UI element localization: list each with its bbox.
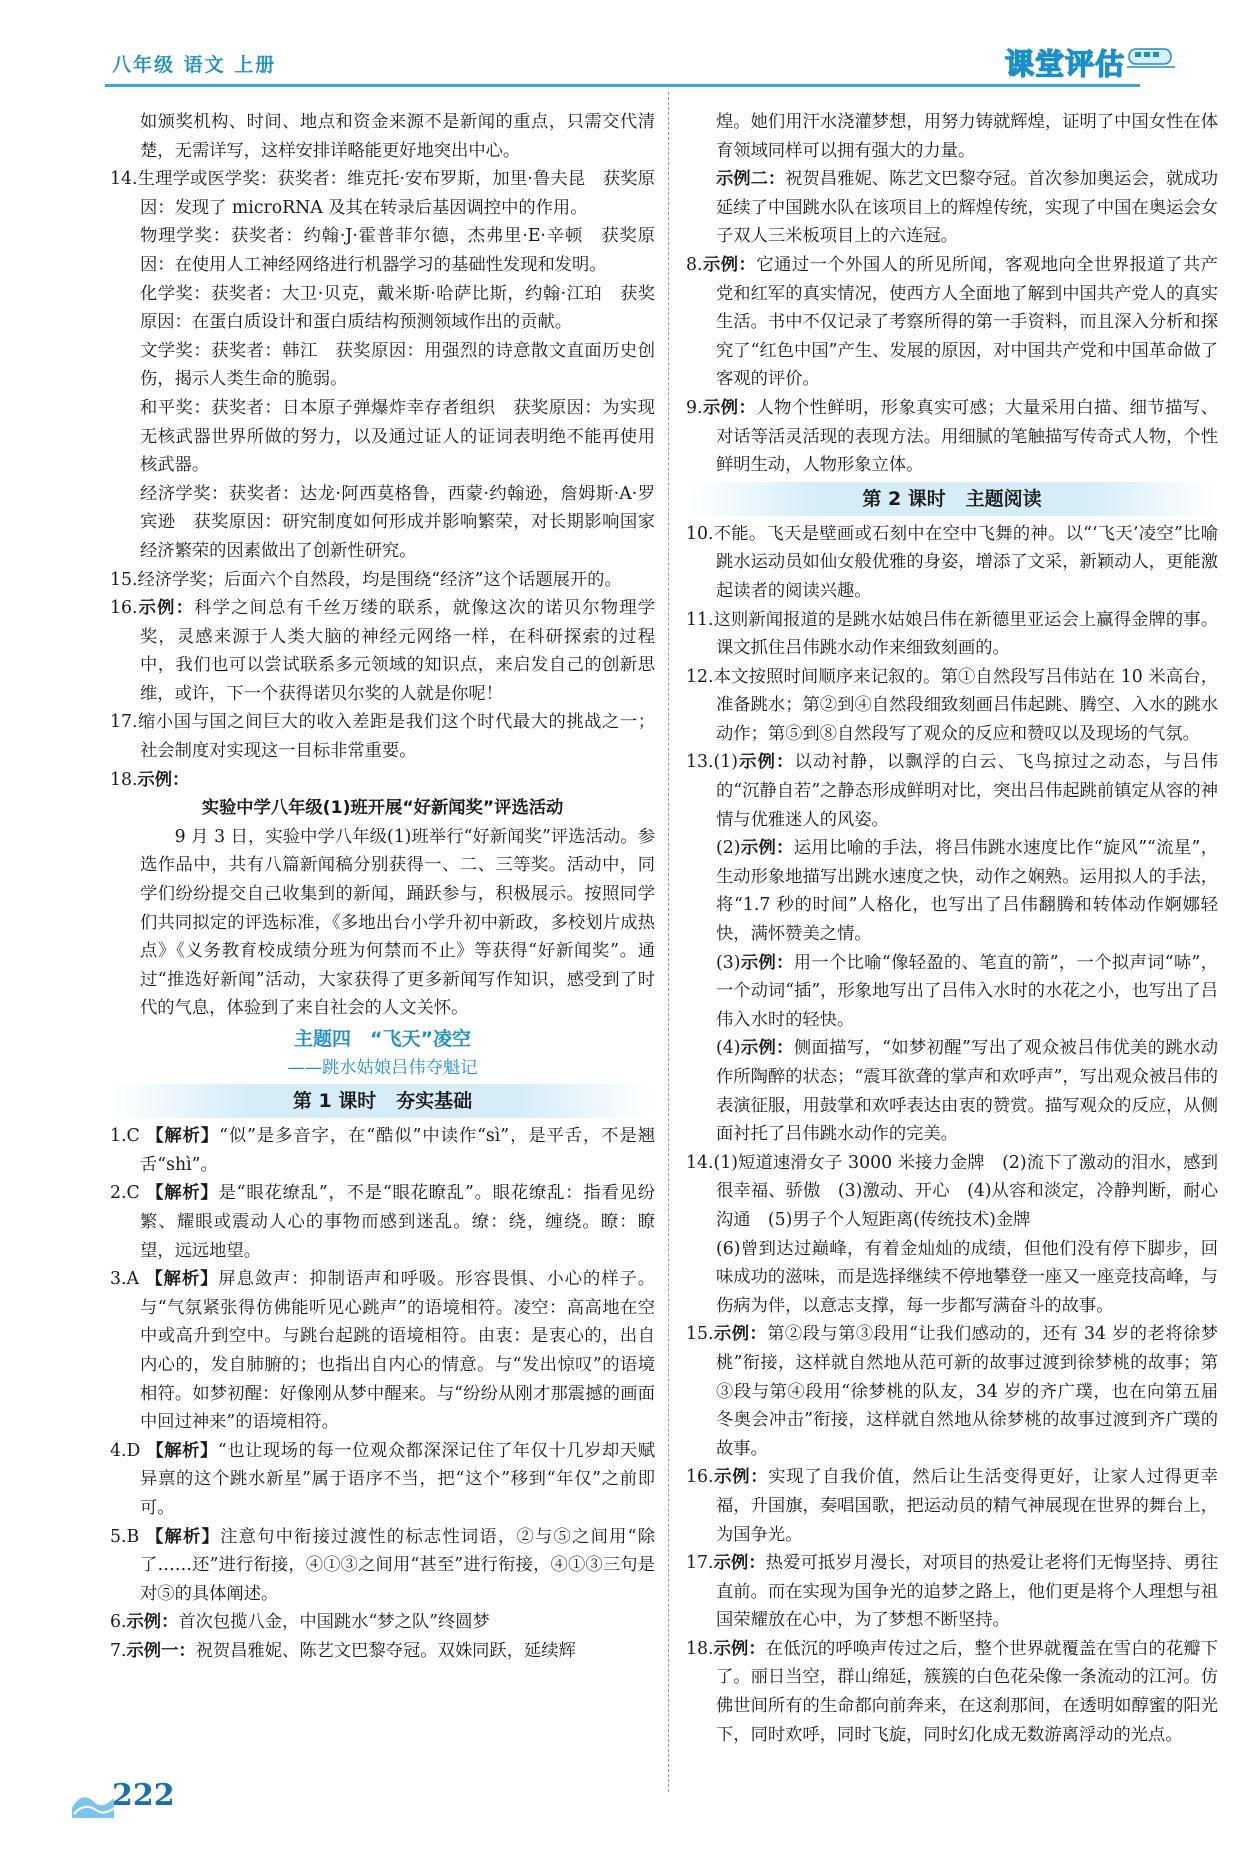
answer-7-example-2 xyxy=(686,165,1218,251)
answer-14-p6: 经济学奖：获奖者：达龙·阿西莫格鲁，西蒙·约翰逊，詹姆斯·A·罗宾逊 获奖原因：研究制度如何形成并影响繁荣，对长期影响国家经济繁荣的因素做出了创新性研究。 xyxy=(140,483,655,561)
page-number: 222 xyxy=(112,1778,175,1813)
example-label: 示例： xyxy=(713,1324,768,1345)
answer-text: 祝贺昌雅妮、陈艺文巴黎夺冠。首次参加奥运会，就成功延续了中国跳水队在该项目上的辉煌传统，实现了中国在奥运会女子双人三米板项目上的六连冠。 xyxy=(716,169,1218,247)
answer-choice: C xyxy=(126,1126,140,1147)
example-label: 示例： xyxy=(740,1038,794,1059)
lesson-number: 第 2 课时 xyxy=(862,487,946,510)
part-tag: (1) xyxy=(713,752,738,773)
brand-title: 课堂评估 xyxy=(1005,47,1126,81)
answer-15-right xyxy=(686,1320,1218,1463)
answer-number: 6. xyxy=(110,1612,127,1633)
answer-number: 16. xyxy=(686,1467,714,1488)
analysis-tag: 【解析】 xyxy=(145,1269,219,1290)
answer-choice: B xyxy=(126,1526,140,1547)
answer-number: 18. xyxy=(686,1638,714,1659)
news-title: 实验中学八年级(1)班开展“好新闻奖”评选活动 xyxy=(201,798,564,819)
answer-number: 18. xyxy=(110,769,138,790)
answer-number: 9. xyxy=(686,397,703,418)
answer-number: 14. xyxy=(110,169,138,190)
answer-number: 14. xyxy=(686,1152,714,1173)
answer-text: “也让现场的每一位观众都深深记住了年仅十几岁却天赋异禀的这个跳水新星”属于语序不当，把“这个”移到“年仅”之前即可。 xyxy=(140,1440,655,1518)
answer-number: 17. xyxy=(110,712,138,733)
answer-text: 人物个性鲜明，形象真实可感；大量采用白描、细节描写、对话等活灵活现的表现方法。用细腻的笔触描写传奇式人物，个性鲜明生动，人物形象立体。 xyxy=(716,397,1218,476)
answer-text: 缩小国与国之间巨大的收入差距是我们这个时代最大的挑战之一；社会制度对实现这一目标非常重要。 xyxy=(137,712,655,762)
answer-choice: A xyxy=(126,1269,139,1290)
answer-number: 17. xyxy=(686,1553,714,1574)
theme-title: 主题四 “飞天”凌空 xyxy=(294,1028,471,1050)
lesson-name: 主题阅读 xyxy=(965,487,1042,510)
answer-14 xyxy=(110,165,655,565)
answer-text: 生理学或医学奖：获奖者：维克托·安布罗斯，加里·鲁夫昆 获奖原因：发现了 microRNA 及其在转录后基因调控中的作用。 xyxy=(137,169,655,218)
answer-5 xyxy=(110,1523,655,1609)
answer-text: 实现了自我价值，然后让生活变得更好，让家人过得更幸福，升国旗，奏唱国歌，把运动员的精气神展现在世界的舞台上，为国争光。 xyxy=(716,1467,1218,1545)
continued-text: 如颁奖机构、时间、地点和资金来源不是新闻的重点，只需交代清楚，无需详写，这样安排详略能更好地突出中心。 xyxy=(140,112,655,161)
part-tag: (2) xyxy=(716,838,741,859)
header-grade: 八年级 xyxy=(112,54,176,76)
example-label: 示例： xyxy=(740,838,794,859)
example-label: 示例： xyxy=(702,397,757,418)
answer-text: (1)短道速滑女子 3000 米接力金牌 (2)流下了激动的泪水，感到很幸福、骄傲 (3)激动、开心 (4)从容和淡定，冷静判断，耐心沟通 (5)男子个人短距离(传统技术)金牌 xyxy=(713,1152,1218,1230)
answer-13-part-1 xyxy=(686,748,1218,834)
answer-4 xyxy=(110,1437,655,1523)
answer-14-p2: 物理学奖：获奖者：约翰·J·霍普菲尔德，杰弗里·E·辛顿 获奖原因：在使用人工神经网络进行机器学习的基础性发现和发明。 xyxy=(140,226,655,275)
answer-number: 1. xyxy=(110,1126,127,1147)
answer-15 xyxy=(110,566,655,595)
answer-text: 它通过一个外国人的所见所闻，客观地向全世界报道了共产党和红军的真实情况，使西方人全面地了解到中国共产党人的真实生活。书中不仅记录了考察所得的第一手资料，而且深入分析和探究了“红色中国”产生、发展的原因，对中国共产党和中国革命做了客观的评价。 xyxy=(716,254,1218,390)
answer-number: 8. xyxy=(686,254,703,275)
answer-number: 10. xyxy=(686,523,714,544)
answer-13-part-3 xyxy=(686,949,1218,1035)
answer-12 xyxy=(686,663,1218,749)
answer-7 xyxy=(110,1637,655,1666)
lesson-number: 第 1 课时 xyxy=(292,1090,377,1113)
answer-number: 3. xyxy=(110,1269,127,1290)
answer-number: 13. xyxy=(686,752,714,773)
answer-14-p1 xyxy=(110,165,655,222)
answer-text: 热爱可抵岁月漫长，对项目的热爱让老将们无悔坚持、勇往直前。而在实现为国争光的追梦之路上，他们更是将个人理想与祖国荣耀放在心中，为了梦想不断坚持。 xyxy=(716,1553,1218,1631)
answer-10 xyxy=(686,520,1218,606)
analysis-tag: 【解析】 xyxy=(145,1526,221,1547)
header-volume: 上册 xyxy=(234,54,277,76)
right-column xyxy=(686,108,1218,1749)
answer-text: 在低沉的呼唤声传过之后，整个世界就覆盖在雪白的花瓣下了。丽日当空，群山绵延，簇簇的白色花朵像一条流动的江河。仿佛世间所有的生命都向前奔来，在这刹那间，在透明如醇蜜的阳光下，同时欢呼，同时飞旋，同时幻化成无数游离浮动的光点。 xyxy=(716,1638,1218,1745)
theme-subtitle: ——跳水姑娘吕伟夺魁记 xyxy=(287,1057,478,1078)
answer-8 xyxy=(686,251,1218,394)
example-label: 示例： xyxy=(713,1553,766,1574)
answer-6 xyxy=(110,1608,655,1637)
example-label: 示例一： xyxy=(126,1640,196,1661)
analysis-tag: 【解析】 xyxy=(146,1183,219,1204)
answer-13-part-4 xyxy=(686,1034,1218,1148)
answer-18-right xyxy=(686,1635,1218,1749)
answer-16-right xyxy=(686,1463,1218,1549)
continued-text: 煌。她们用汗水浇灌梦想，用努力铸就辉煌，证明了中国女性在体育领域同样可以拥有强大的力量。 xyxy=(716,112,1218,161)
answer-13-part-2 xyxy=(686,834,1218,948)
answer-16 xyxy=(110,594,655,708)
train-icon xyxy=(1127,44,1175,70)
news-body: 9 月 3 日，实验中学八年级(1)班举行“好新闻奖”评选活动。参选作品中，共有八篇新闻稿分别获得一、二、三等奖。活动中，同学们纷纷提交自己收集到的新闻，踊跃参与，积极展示。按照同学们共同拟定的评选标准，《多地出台小学升初中新政，多校划片成热点》《义务教育校成绩分班为何禁而不止》等获得“好新闻奖”。通过“推选好新闻”活动，大家获得了更多新闻写作知识，感受到了时代的气息，体验到了来自社会的人文关怀。 xyxy=(140,826,655,1019)
example-label: 示例： xyxy=(137,598,195,619)
example-label: 示例： xyxy=(713,1638,766,1659)
example-label: 示例： xyxy=(737,752,795,773)
answer-1 xyxy=(110,1122,655,1179)
part-tag: (3) xyxy=(716,952,741,973)
answer-text: 注意句中衔接过渡性的标志性词语，②与⑤之间用“除了……还”进行衔接，④①③之间用“甚至”进行衔接，④①③三句是对⑤的具体阐述。 xyxy=(140,1526,655,1604)
lesson-1-heading xyxy=(110,1084,655,1118)
answer-14-p4: 文学奖：获奖者：韩江 获奖原因：用强烈的诗意散文直面历史创伤，揭示人类生命的脆弱。 xyxy=(140,340,655,390)
answer-2 xyxy=(110,1179,655,1265)
answer-11 xyxy=(686,606,1218,663)
brand-logo xyxy=(1005,38,1155,82)
header-subject: 语文 xyxy=(183,54,226,76)
answer-text: 这则新闻报道的是跳水姑娘吕伟在新德里亚运会上赢得金牌的事。课文抓住吕伟跳水动作来细致刻画的。 xyxy=(713,609,1218,659)
answer-14-p5: 和平奖：获奖者：日本原子弹爆炸幸存者组织 获奖原因：为实现无核武器世界所做的努力，以及通过证人的证词表明绝不能再使用核武器。 xyxy=(140,397,655,476)
answer-13 xyxy=(686,748,1218,1148)
lesson-name: 夯实基础 xyxy=(396,1090,473,1113)
answer-text: 运用比喻的手法，将吕伟跳水速度比作“旋风”“流星”，生动形象地描写出跳水速度之快，动作之娴熟。运用拟人的手法，将“1.7 秒的时间”人格化，也写出了吕伟翻腾和转体动作婀娜轻快，满怀赞美之情。 xyxy=(716,838,1218,945)
answer-9 xyxy=(686,394,1218,480)
part-tag: (4) xyxy=(716,1038,741,1059)
answer-18-head xyxy=(110,766,655,795)
answer-choice: D xyxy=(126,1440,141,1461)
example-label: 示例： xyxy=(713,1467,769,1488)
answer-text: “似”是多音字，在“酷似”中读作“sì”，是平舌，不是翘舌“shì”。 xyxy=(140,1126,655,1175)
answer-text: 用一个比喻“像轻盈的、笔直的箭”，一个拟声词“哧”，一个动词“插”，形象地写出了吕伟入水时的水花之小，也写出了吕伟入水时的轻快。 xyxy=(716,952,1218,1030)
answer-14-p3: 化学奖：获奖者：大卫·贝克，戴米斯·哈萨比斯，约翰·江珀 获奖原因：在蛋白质设计和蛋白质结构预测领域作出的贡献。 xyxy=(140,283,655,333)
analysis-tag: 【解析】 xyxy=(146,1126,220,1147)
example-label: 示例： xyxy=(740,952,794,973)
answer-number: 7. xyxy=(110,1640,127,1661)
header-book-info xyxy=(112,50,276,77)
answer-number: 12. xyxy=(686,666,714,687)
answer-number: 16. xyxy=(110,598,138,619)
left-column xyxy=(110,108,655,1665)
answer-number: 15. xyxy=(110,569,138,590)
answer-number: 5. xyxy=(110,1526,127,1547)
answer-number: 2. xyxy=(110,1183,127,1204)
answer-number: 15. xyxy=(686,1324,714,1345)
answer-text: 首次包揽八金，中国跳水“梦之队”终圆梦 xyxy=(178,1612,490,1633)
answer-number: 11. xyxy=(686,609,714,630)
example-label: 示例： xyxy=(126,1612,179,1633)
answer-14-right xyxy=(686,1149,1218,1321)
example-label: 示例二： xyxy=(716,169,786,190)
answer-text: 科学之间总有千丝万缕的联系，就像这次的诺贝尔物理学奖，灵感来源于人类大脑的神经元网络一样，在科研探索的过程中，我们也可以尝试联系多元领域的知识点，来启发自己的创新思维，或许，下一个获得诺贝尔奖的人就是你呢！ xyxy=(140,598,655,704)
answer-18 xyxy=(110,766,655,1023)
answer-3 xyxy=(110,1265,655,1437)
wave-icon xyxy=(70,1780,116,1820)
answer-number: 4. xyxy=(110,1440,127,1461)
answer-text: 祝贺昌雅妮、陈艺文巴黎夺冠。双姝同跃，延续辉 xyxy=(195,1640,576,1661)
answer-text: 屏息敛声：抑制语声和呼吸。形容畏惧、小心的样子。与“气氛紧张得仿佛能听见心跳声”的语境相符。凌空：高高地在空中或高升到空中。与跳台起跳的语境相符。由衷：是衷心的，出自内心的，发自肺腑的；也指出自内心的情意。与“发出惊叹”的语境相符。如梦初醒：好像刚从梦中醒来。与“纷纷从刚才那震撼的画面中回过神来”的语境相符。 xyxy=(140,1269,655,1433)
answer-14-line-2: (6)曾到达过巅峰，有着金灿灿的成绩，但他们没有停下脚步，回味成功的滋味，而是选择继续不停地攀登一座又一座竞技高峰，与伤病为伴，以意志支撑，每一步都写满奋斗的故事。 xyxy=(716,1238,1218,1316)
answer-text: 第②段与第③段用“让我们感动的，还有 34 岁的老将徐梦桃”衔接，这样就自然地从范可新的故事过渡到徐梦桃的故事；第③段与第④段用“徐梦桃的队友，34 岁的齐广璞，也在向第五届冬奥会冲击”衔接，这样就自然地从徐梦桃的故事过渡到齐广璞的故事。 xyxy=(716,1324,1218,1459)
page-header xyxy=(0,0,1250,110)
example-label: 示例： xyxy=(137,769,190,790)
answer-choice: C xyxy=(126,1183,140,1204)
analysis-tag: 【解析】 xyxy=(146,1440,218,1461)
answer-14-line-1 xyxy=(686,1149,1218,1235)
header-rule xyxy=(105,84,1140,87)
answer-text: 不能。飞天是壁画或石刻中在空中飞舞的神。以“‘飞天’凌空”比喻跳水运动员如仙女般优雅的身姿，增添了文采，新颖动人，更能激起读者的阅读兴趣。 xyxy=(713,523,1218,601)
column-divider xyxy=(668,92,669,1792)
answer-text: 本文按照时间顺序来记叙的。第①自然段写吕伟站在 10 米高台，准备跳水；第②到④自然段细致刻画吕伟起跳、腾空、入水的跳水动作；第⑤到⑧自然段写了观众的反应和赞叹以及现场的气氛。 xyxy=(713,666,1218,744)
answer-17 xyxy=(110,708,655,765)
answer-text: 以动衬静，以飘浮的白云、飞鸟掠过之动态，与吕伟的“沉静自若”之静态形成鲜明对比，突出吕伟起跳前镇定从容的神情与优雅迷人的风姿。 xyxy=(716,752,1218,830)
answer-text: 经济学奖；后面六个自然段，均是围绕“经济”这个话题展开的。 xyxy=(137,569,622,590)
answer-17-right xyxy=(686,1549,1218,1635)
answer-text: 侧面描写，“如梦初醒”写出了观众被吕伟优美的跳水动作所陶醉的状态；“震耳欲聋的掌声和欢呼声”，写出观众被吕伟的表演征服，用鼓掌和欢呼表达由衷的赞赏。描写观众的反应，从侧面衬托了吕伟跳水动作的完美。 xyxy=(716,1038,1218,1145)
lesson-2-heading xyxy=(686,482,1218,516)
example-label: 示例： xyxy=(702,254,757,275)
answer-text: 是“眼花缭乱”，不是“眼花瞭乱”。眼花缭乱：指看见纷繁、耀眼或震动人心的事物而感到迷乱。缭：绕，缠绕。瞭：瞭望，远远地望。 xyxy=(140,1183,656,1261)
